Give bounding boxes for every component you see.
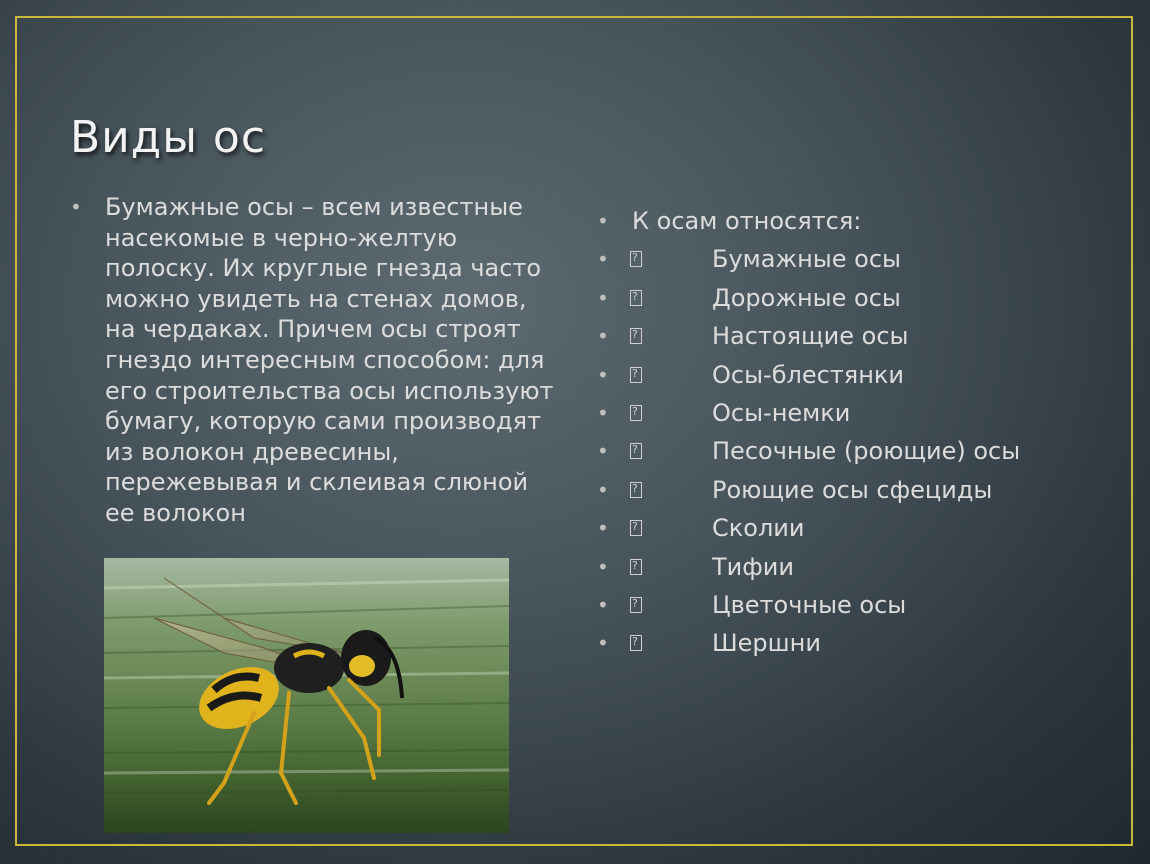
missing-glyph-icon <box>630 328 642 344</box>
list-item-text: Тифии <box>712 552 794 581</box>
left-text-block <box>70 192 560 529</box>
list-item-text: Осы-блестянки <box>712 360 904 389</box>
bullet-dot: • <box>597 362 609 387</box>
missing-glyph-icon <box>630 482 642 498</box>
list-item-text: Цветочные осы <box>712 590 907 619</box>
list-item-text: Шершни <box>712 629 821 658</box>
list-item-text: Сколии <box>712 514 805 543</box>
paper-wasp-description: Бумажные осы – всем известные насекомые в черно-желтую полоску. Их круглые гнезда часто можно увидеть на стенах домов, на чердаках. Причем осы строят гнездо интересным способом: для его строительства осы используют бумагу, которую сами производят из волокон древесины, пережевывая и склеивая слюной ее волокон <box>105 193 554 527</box>
missing-glyph-icon <box>630 405 642 421</box>
bullet-dot: • <box>597 516 609 541</box>
bullet-dot: • <box>597 477 609 502</box>
bullet-dot: • <box>70 195 82 219</box>
list-item-text: Бумажные осы <box>712 245 901 274</box>
bullet-dot: • <box>597 209 609 233</box>
missing-glyph-icon <box>630 635 642 651</box>
missing-glyph-icon <box>630 290 642 306</box>
bullet-dot: • <box>597 324 609 349</box>
slide-title: Виды ос <box>70 112 267 163</box>
bullet-dot: • <box>597 400 609 425</box>
missing-glyph-icon <box>630 367 642 383</box>
list-item-text: Осы-немки <box>712 398 851 427</box>
list-heading-text: К осам относятся: <box>632 207 862 235</box>
missing-glyph-icon <box>630 443 642 459</box>
bullet-dot: • <box>597 592 609 617</box>
bullet-dot: • <box>597 631 609 656</box>
bullet-dot: • <box>597 554 609 579</box>
list-item-text: Дорожные осы <box>712 283 901 312</box>
missing-glyph-icon <box>630 520 642 536</box>
missing-glyph-icon <box>630 251 642 267</box>
missing-glyph-icon <box>630 559 642 575</box>
list-item-text: Настоящие осы <box>712 322 909 351</box>
list-item-text: Песочные (роющие) осы <box>712 437 1021 466</box>
bullet-dot: • <box>597 285 609 310</box>
missing-glyph-icon <box>630 597 642 613</box>
bullet-dot: • <box>597 439 609 464</box>
wasp-photo <box>104 558 509 833</box>
bullet-dot: • <box>597 247 609 272</box>
list-item-text: Роющие осы сфециды <box>712 475 993 504</box>
